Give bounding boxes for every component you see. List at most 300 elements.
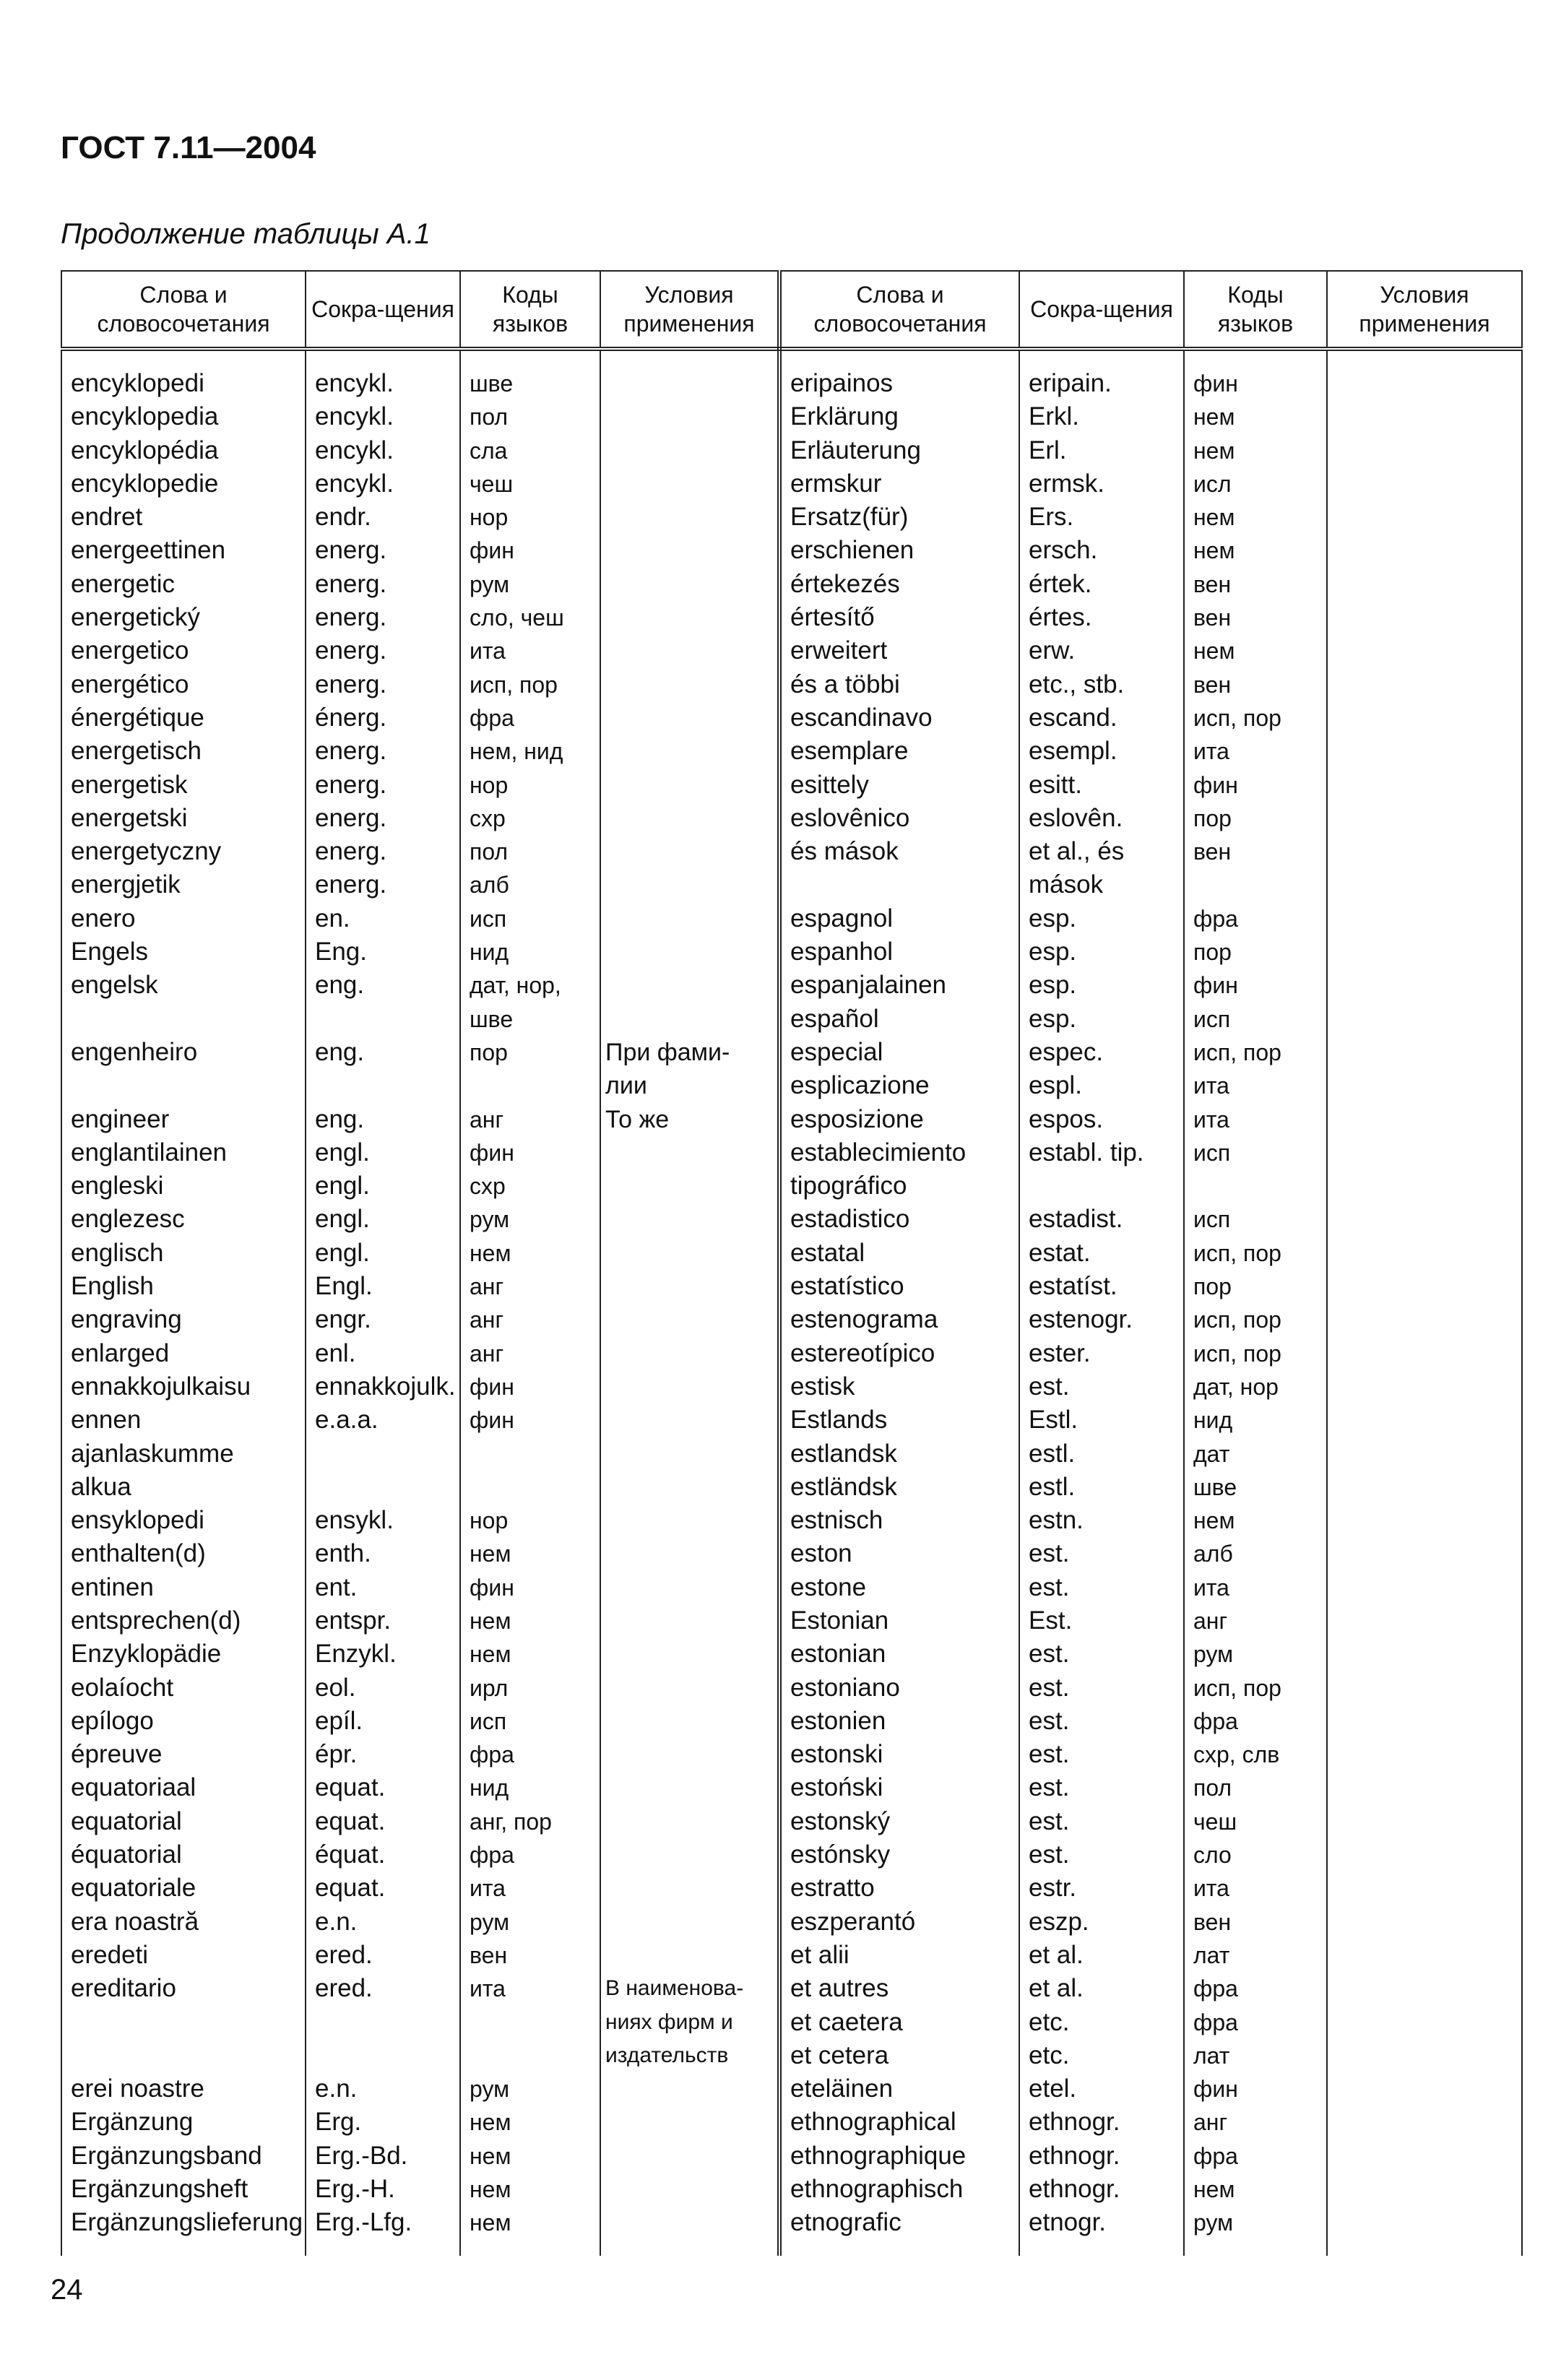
cell-code-left: ита [460,1871,600,1905]
cell-code-right: лат [1184,2039,1327,2072]
col-header-abbr-left: Сокра-щения [306,271,460,349]
cell-cond-left [600,868,779,901]
cell-word-right: estadistico [779,1203,1019,1236]
cell-code-left: ита [460,1972,600,2005]
cell-abbr-right: est. [1019,1838,1184,1871]
table-row [61,1237,1522,1270]
cell-code-right: фин [1184,2072,1327,2106]
cell-code-right: нем [1184,400,1327,433]
cell-abbr-left: ered. [306,1972,460,2005]
cell-abbr-right: est. [1019,1771,1184,1804]
cell-word-left: entinen [61,1571,306,1604]
cell-code-left [460,1471,600,1504]
cell-cond-left: В наименова- [600,1972,779,2005]
cell-code-left: ита [460,634,600,667]
cell-word-left: entsprechen(d) [61,1604,306,1637]
cell-abbr-right: erw. [1019,634,1184,667]
cell-abbr-right: esp. [1019,1003,1184,1036]
cell-word-right: et cetera [779,2039,1019,2072]
cell-abbr-right [1019,1169,1184,1203]
cell-abbr-left: engl. [306,1237,460,1270]
cell-code-left: вен [460,1939,600,1972]
cell-code-right: пор [1184,802,1327,835]
cell-code-left: рум [460,568,600,601]
cell-cond-left [600,1738,779,1771]
cell-code-left: нем [460,1237,600,1270]
cell-word-right: erschienen [779,534,1019,567]
cell-abbr-right: esp. [1019,902,1184,935]
cell-code-left: алб [460,868,600,901]
cell-word-right: esposizione [779,1103,1019,1136]
cell-code-right: нем [1184,1504,1327,1537]
table-row [61,534,1522,567]
cell-word-right: Estlands [779,1403,1019,1437]
cell-abbr-left: en. [306,902,460,935]
cell-code-right: рум [1184,2206,1327,2239]
cell-word-right: estländsk [779,1471,1019,1504]
cell-code-right: фин [1184,769,1327,802]
cell-code-right [1184,868,1327,901]
cell-word-left: Enzyklopädie [61,1637,306,1671]
cell-abbr-right: ermsk. [1019,467,1184,501]
cell-cond-left [600,367,779,400]
cell-word-left [61,1003,306,1036]
cell-cond-right [1327,1771,1522,1804]
cell-code-right [1184,1169,1327,1203]
cell-abbr-left: Enzykl. [306,1637,460,1671]
cell-cond-right [1327,802,1522,835]
cell-word-right: estoński [779,1771,1019,1804]
cell-word-right: et alii [779,1939,1019,1972]
cell-abbr-left [306,1003,460,1036]
cell-cond-right [1327,2039,1522,2072]
cell-code-left: нем [460,1537,600,1570]
cell-abbr-right: estatíst. [1019,1270,1184,1303]
cell-abbr-left [306,1437,460,1471]
cell-code-left: исп [460,1705,600,1738]
table-row [61,1705,1522,1738]
cell-cond-left [600,601,779,634]
cell-abbr-right: et al., és [1019,835,1184,868]
cell-abbr-left: Erg. [306,2106,460,2139]
cell-abbr-right: est. [1019,1637,1184,1671]
cell-code-right: фра [1184,1972,1327,2005]
cell-cond-left [600,969,779,1002]
cell-cond-right [1327,769,1522,802]
cell-code-right: нем [1184,534,1327,567]
cell-code-left: анг, пор [460,1805,600,1838]
cell-code-right: вен [1184,1905,1327,1939]
cell-code-right: пор [1184,935,1327,969]
cell-code-left: фра [460,1838,600,1871]
cell-code-right: чеш [1184,1805,1327,1838]
cell-abbr-left: ensykl. [306,1504,460,1537]
cell-cond-left [600,434,779,467]
cell-word-right: ermskur [779,467,1019,501]
cell-cond-right [1327,2173,1522,2206]
table-row [61,1471,1522,1504]
cell-code-left: нем [460,1637,600,1671]
cell-abbr-right: esp. [1019,935,1184,969]
cell-cond-left [600,501,779,534]
cell-word-right: et caetera [779,2006,1019,2039]
cell-word-right: espagnol [779,902,1019,935]
cell-code-right: лат [1184,1939,1327,1972]
cell-word-right: értekezés [779,568,1019,601]
cell-abbr-right: ethnogr. [1019,2106,1184,2139]
cell-word-right: tipográfico [779,1169,1019,1203]
cell-code-left: дат, нор, [460,969,600,1002]
cell-word-right: español [779,1003,1019,1036]
cell-cond-right [1327,2072,1522,2106]
cell-abbr-right: eslovên. [1019,802,1184,835]
cell-abbr-left: energ. [306,769,460,802]
cell-abbr-right: értek. [1019,568,1184,601]
cell-abbr-left: energ. [306,634,460,667]
cell-cond-right [1327,1069,1522,1102]
cell-cond-left [600,1169,779,1203]
cell-abbr-left: energ. [306,568,460,601]
cell-abbr-left: energ. [306,835,460,868]
cell-code-right: исп [1184,1136,1327,1169]
cell-word-left: encyklopedie [61,467,306,501]
cell-cond-right [1327,1705,1522,1738]
cell-abbr-right: est. [1019,1571,1184,1604]
table-row [61,1504,1522,1537]
cell-word-right: Erläuterung [779,434,1019,467]
table-row [61,2006,1522,2039]
cell-code-right: исп [1184,1003,1327,1036]
cell-code-right: исп [1184,1203,1327,1236]
cell-abbr-left: eng. [306,1103,460,1136]
cell-word-left: Ergänzungsband [61,2139,306,2173]
cell-word-left: equatoriale [61,1871,306,1905]
cell-abbr-right: estr. [1019,1871,1184,1905]
cell-abbr-right: estat. [1019,1237,1184,1270]
cell-cond-right [1327,935,1522,969]
cell-abbr-right: eszp. [1019,1905,1184,1939]
cell-word-right: estonský [779,1805,1019,1838]
cell-code-left: анг [460,1103,600,1136]
col-header-abbr-right: Сокра-щения [1019,271,1184,349]
cell-cond-left [600,1203,779,1236]
cell-cond-right [1327,1237,1522,1270]
cell-abbr-left: encykl. [306,400,460,433]
cell-code-right: исп, пор [1184,1036,1327,1069]
cell-word-left: energetický [61,601,306,634]
cell-abbr-left: Erg.-H. [306,2173,460,2206]
cell-code-right: фин [1184,969,1327,1002]
cell-code-right: пор [1184,1270,1327,1303]
cell-code-left: нид [460,1771,600,1804]
table-row [61,367,1522,400]
cell-abbr-left: energ. [306,601,460,634]
cell-abbr-right: értes. [1019,601,1184,634]
cell-abbr-left: ennakkojulk. [306,1370,460,1403]
cell-code-right: анг [1184,1604,1327,1637]
cell-cond-right [1327,1738,1522,1771]
cell-word-right: estereotípico [779,1337,1019,1370]
table-row [61,1637,1522,1671]
cell-code-right: исп, пор [1184,1337,1327,1370]
cell-cond-left: лии [600,1069,779,1102]
cell-cond-left [600,1437,779,1471]
cell-abbr-left: engl. [306,1169,460,1203]
col-header-conditions-right: Условия применения [1327,271,1522,349]
cell-abbr-right: etc. [1019,2006,1184,2039]
cell-cond-left [600,735,779,768]
cell-code-left: фин [460,1136,600,1169]
cell-cond-left [600,1905,779,1939]
table-row [61,1671,1522,1705]
cell-code-left [460,2006,600,2039]
cell-cond-left [600,1303,779,1336]
cell-code-left [460,2039,600,2072]
cell-word-left: englantilainen [61,1136,306,1169]
cell-word-left: ereditario [61,1972,306,2005]
cell-cond-left: издательств [600,2039,779,2072]
cell-word-right: estisk [779,1370,1019,1403]
cell-abbr-right: espos. [1019,1103,1184,1136]
table-row [61,1571,1522,1604]
cell-code-left: сла [460,434,600,467]
cell-cond-left [600,1003,779,1036]
cell-abbr-right: est. [1019,1738,1184,1771]
cell-abbr-left: Erg.-Bd. [306,2139,460,2173]
cell-code-right: ита [1184,1069,1327,1102]
cell-word-left: energetisk [61,769,306,802]
cell-code-left: шве [460,367,600,400]
cell-word-right: estoniano [779,1671,1019,1705]
cell-abbr-left: équat. [306,1838,460,1871]
cell-abbr-left: encykl. [306,367,460,400]
cell-cond-right [1327,1303,1522,1336]
cell-word-right: eszperantó [779,1905,1019,1939]
table-row [61,868,1522,901]
cell-word-right: Erklärung [779,400,1019,433]
cell-cond-right [1327,1036,1522,1069]
cell-abbr-right: espl. [1019,1069,1184,1102]
cell-cond-left [600,2139,779,2173]
cell-code-left: анг [460,1303,600,1336]
cell-cond-left [600,1237,779,1270]
cell-abbr-left: e.n. [306,2072,460,2106]
cell-code-left: нор [460,769,600,802]
cell-code-right: рум [1184,1637,1327,1671]
cell-word-left: equatorial [61,1805,306,1838]
cell-abbr-left: Eng. [306,935,460,969]
cell-cond-right [1327,634,1522,667]
cell-code-left [460,1069,600,1102]
cell-cond-right [1327,1437,1522,1471]
cell-word-right: és a többi [779,668,1019,701]
cell-word-left: English [61,1270,306,1303]
cell-cond-right [1327,568,1522,601]
cell-code-left: исп, пор [460,668,600,701]
cell-cond-left [600,668,779,701]
cell-abbr-right: est. [1019,1805,1184,1838]
cell-word-left: engenheiro [61,1036,306,1069]
cell-code-left: фра [460,1738,600,1771]
cell-code-right: вен [1184,568,1327,601]
cell-cond-left [600,1671,779,1705]
cell-cond-right [1327,1571,1522,1604]
cell-word-left: energetyczny [61,835,306,868]
cell-abbr-right: ersch. [1019,534,1184,567]
cell-word-left: energetisch [61,735,306,768]
cell-cond-right [1327,1169,1522,1203]
cell-abbr-left: engl. [306,1136,460,1169]
table-row [61,1939,1522,1972]
cell-abbr-right: Erl. [1019,434,1184,467]
table-row [61,1370,1522,1403]
cell-abbr-left: ent. [306,1571,460,1604]
cell-abbr-right: est. [1019,1537,1184,1570]
table-row [61,568,1522,601]
cell-cond-right [1327,1972,1522,2005]
cell-word-right: eripainos [779,367,1019,400]
cell-word-right: ethnographique [779,2139,1019,2173]
table-row [61,802,1522,835]
cell-abbr-right: ethnogr. [1019,2173,1184,2206]
cell-abbr-left: encykl. [306,467,460,501]
table-row [61,1337,1522,1370]
cell-abbr-left: epíl. [306,1705,460,1738]
cell-code-right: пол [1184,1771,1327,1804]
cell-abbr-right: etc. [1019,2039,1184,2072]
cell-code-right: фра [1184,902,1327,935]
table-spacer-row [61,349,1522,367]
cell-code-right: нем [1184,434,1327,467]
cell-abbr-left: énerg. [306,701,460,735]
cell-abbr-left: e.n. [306,1905,460,1939]
cell-word-left: equatoriaal [61,1771,306,1804]
table-row [61,1805,1522,1838]
cell-code-right: фин [1184,367,1327,400]
cell-abbr-right: etnogr. [1019,2206,1184,2239]
cell-abbr-right: escand. [1019,701,1184,735]
cell-word-left: encyklopédia [61,434,306,467]
cell-word-left: alkua [61,1471,306,1504]
table-row [61,1303,1522,1336]
cell-code-left: нор [460,1504,600,1537]
cell-word-left: enthalten(d) [61,1537,306,1570]
cell-cond-right [1327,1103,1522,1136]
cell-word-right: estatal [779,1237,1019,1270]
cell-code-right: фра [1184,1705,1327,1738]
cell-abbr-left [306,2006,460,2039]
cell-abbr-left: engr. [306,1303,460,1336]
cell-word-left: enlarged [61,1337,306,1370]
page-number: 24 [51,2274,83,2306]
cell-word-right: estlandsk [779,1437,1019,1471]
cell-code-left: нем [460,1604,600,1637]
cell-code-left: пол [460,835,600,868]
cell-cond-right [1327,1370,1522,1403]
cell-cond-right [1327,1471,1522,1504]
table-row [61,2106,1522,2139]
cell-code-right: ита [1184,1103,1327,1136]
cell-code-right: ита [1184,1571,1327,1604]
cell-word-left: energetico [61,634,306,667]
cell-cond-right [1327,1003,1522,1036]
cell-cond-left [600,1604,779,1637]
table-row [61,2039,1522,2072]
cell-code-left: фин [460,534,600,567]
cell-word-left: energjetik [61,868,306,901]
cell-code-right: ита [1184,735,1327,768]
cell-abbr-right: estn. [1019,1504,1184,1537]
cell-abbr-right: Ers. [1019,501,1184,534]
cell-cond-right [1327,1504,1522,1537]
cell-abbr-left: eng. [306,969,460,1002]
cell-cond-left [600,2072,779,2106]
table-row [61,935,1522,969]
cell-abbr-left: épr. [306,1738,460,1771]
cell-cond-left [600,1771,779,1804]
cell-cond-left [600,568,779,601]
cell-abbr-left: engl. [306,1203,460,1236]
cell-abbr-right: etel. [1019,2072,1184,2106]
cell-word-left: englisch [61,1237,306,1270]
table-row [61,2072,1522,2106]
cell-abbr-left: eng. [306,1036,460,1069]
cell-cond-right [1327,601,1522,634]
cell-abbr-right: Erkl. [1019,400,1184,433]
cell-abbr-right: estl. [1019,1437,1184,1471]
cell-word-left [61,2039,306,2072]
table-row [61,1972,1522,2005]
cell-word-right: és mások [779,835,1019,868]
cell-word-right: értesítő [779,601,1019,634]
cell-cond-right [1327,1637,1522,1671]
table-body [61,349,1522,2256]
cell-word-left: énergétique [61,701,306,735]
cell-abbr-left: enth. [306,1537,460,1570]
cell-abbr-left: enl. [306,1337,460,1370]
cell-code-left: схр [460,802,600,835]
cell-abbr-right: estadist. [1019,1203,1184,1236]
cell-cond-right [1327,902,1522,935]
cell-abbr-left: Erg.-Lfg. [306,2206,460,2239]
cell-word-left: energeettinen [61,534,306,567]
table-row [61,1136,1522,1169]
cell-cond-right [1327,1838,1522,1871]
cell-cond-left [600,2206,779,2239]
cell-cond-left [600,1537,779,1570]
cell-abbr-right: estenogr. [1019,1303,1184,1336]
cell-word-left: Engels [61,935,306,969]
cell-word-left: ennakkojulkaisu [61,1370,306,1403]
cell-code-right: исп, пор [1184,1303,1327,1336]
cell-cond-left [600,1471,779,1504]
cell-code-right: нид [1184,1403,1327,1437]
cell-word-right: estatístico [779,1270,1019,1303]
cell-word-right: establecimiento [779,1136,1019,1169]
cell-cond-right [1327,2206,1522,2239]
cell-word-right [779,868,1019,901]
cell-code-right: анг [1184,2106,1327,2139]
cell-word-left: erei noastre [61,2072,306,2106]
cell-word-left: energetski [61,802,306,835]
table-row [61,501,1522,534]
cell-abbr-right: eripain. [1019,367,1184,400]
cell-word-left: englezesc [61,1203,306,1236]
table-row [61,1738,1522,1771]
col-header-words-right: Слова и словосочетания [779,271,1019,349]
table-row [61,1537,1522,1570]
cell-cond-right [1327,668,1522,701]
